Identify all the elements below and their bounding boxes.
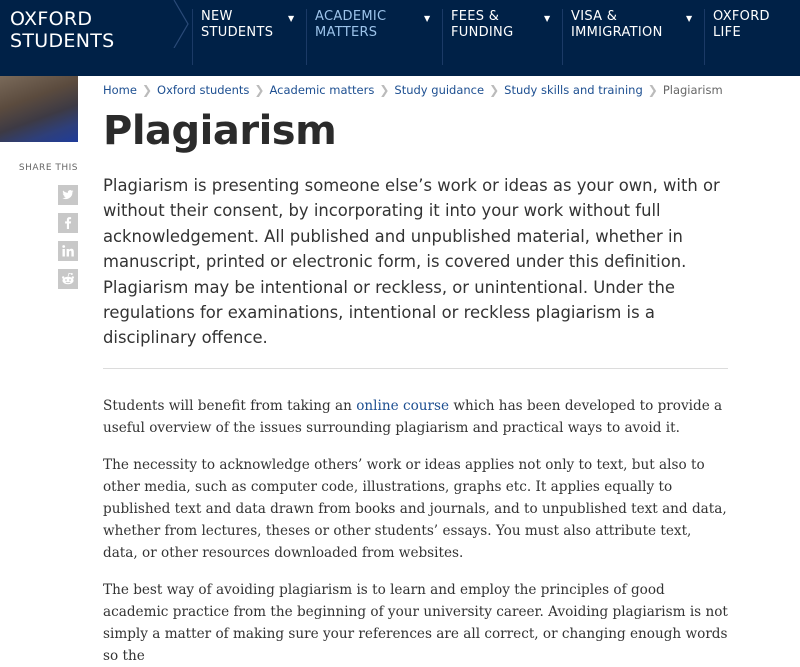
body-paragraph-1 bbox=[103, 395, 728, 439]
logo-chevron-divider bbox=[172, 0, 192, 48]
nav-visa-immigration[interactable] bbox=[562, 9, 705, 65]
brand-line2: STUDENTS bbox=[10, 30, 115, 52]
nav-label-line2: LIFE bbox=[713, 25, 741, 40]
twitter-share-button[interactable] bbox=[58, 185, 78, 205]
nav-label-line2: MATTERS bbox=[315, 25, 378, 40]
nav-new-students[interactable] bbox=[192, 9, 307, 65]
nav-label-line1: VISA & bbox=[571, 9, 618, 24]
reddit-share-button[interactable] bbox=[58, 269, 78, 289]
share-label: SHARE THIS bbox=[18, 163, 78, 173]
nav-label-line1: FEES & bbox=[451, 9, 500, 24]
intro-paragraph: Plagiarism is presenting someone else’s work or ideas as your own, with or without their consent, by incorporating it into your work without full acknowledgement. All published and unpublished material, whether in manuscript, printed or electronic form, is covered under this definition. Plagiarism may be intentional or reckless, or unintentional. Under the regulations for examinations, intentional or reckless plagiarism is a disciplinary offence. bbox=[103, 176, 720, 348]
site-logo[interactable] bbox=[10, 8, 115, 52]
nav-fees-funding[interactable] bbox=[442, 9, 563, 65]
breadcrumb-study-guidance[interactable]: Study guidance bbox=[394, 83, 485, 97]
twitter-icon bbox=[58, 185, 78, 205]
chevron-down-icon: ▼ bbox=[544, 14, 551, 23]
chevron-down-icon: ▼ bbox=[424, 14, 431, 23]
nav-label-line1: ACADEMIC bbox=[315, 9, 387, 24]
reddit-icon bbox=[58, 269, 78, 289]
breadcrumb bbox=[103, 83, 723, 97]
breadcrumb-academic-matters[interactable]: Academic matters bbox=[269, 83, 375, 97]
breadcrumb-separator-icon: ❯ bbox=[489, 83, 500, 97]
site-header bbox=[0, 0, 800, 76]
nav-label-line1: OXFORD bbox=[713, 9, 770, 24]
linkedin-icon bbox=[58, 241, 78, 261]
p1-text-before: Students will benefit from taking an bbox=[103, 398, 357, 414]
linkedin-share-button[interactable] bbox=[58, 241, 78, 261]
breadcrumb-current: Plagiarism bbox=[662, 83, 723, 97]
chevron-down-icon: ▼ bbox=[288, 14, 295, 23]
page-banner-image bbox=[0, 76, 78, 142]
nav-label-line2: IMMIGRATION bbox=[571, 25, 663, 40]
breadcrumb-separator-icon: ❯ bbox=[647, 83, 658, 97]
breadcrumb-separator-icon: ❯ bbox=[379, 83, 390, 97]
nav-label-line2: FUNDING bbox=[451, 25, 514, 40]
chevron-down-icon: ▼ bbox=[686, 14, 693, 23]
nav-label-line2: STUDENTS bbox=[201, 25, 274, 40]
body-paragraph-3: The best way of avoiding plagiarism is to learn and employ the principles of good academic practice from the beginning of your university career. Avoiding plagiarism is not simply a matter of making sure your references are all correct, or changing enough words so the bbox=[103, 582, 728, 664]
breadcrumb-study-skills[interactable]: Study skills and training bbox=[504, 83, 643, 97]
nav-label-line1: NEW bbox=[201, 9, 233, 24]
online-course-link[interactable]: online course bbox=[356, 398, 450, 414]
facebook-share-button[interactable] bbox=[58, 213, 78, 233]
p1-text-after: which has been developed to provide a useful overview of the issues surrounding plagiarism and practical ways to avoid it. bbox=[103, 398, 723, 436]
body-paragraph-2: The necessity to acknowledge others’ work or ideas applies not only to text, but also to other media, such as computer code, illustrations, graphs etc. It applies equally to published text and data drawn from books and journals, and to unpublished text and data, whether from lectures, theses or other students’ essays. You must also attribute text, data, or other resources downloaded from websites. bbox=[103, 457, 727, 561]
section-divider bbox=[103, 368, 728, 369]
nav-oxford-life[interactable] bbox=[704, 9, 800, 65]
nav-academic-matters[interactable] bbox=[306, 9, 443, 65]
breadcrumb-oxford-students[interactable]: Oxford students bbox=[157, 83, 250, 97]
brand-line1: OXFORD bbox=[10, 8, 93, 30]
breadcrumb-home[interactable]: Home bbox=[103, 83, 137, 97]
breadcrumb-separator-icon: ❯ bbox=[141, 83, 153, 97]
page-title: Plagiarism bbox=[103, 108, 337, 154]
facebook-icon bbox=[58, 213, 78, 233]
breadcrumb-separator-icon: ❯ bbox=[254, 83, 265, 97]
